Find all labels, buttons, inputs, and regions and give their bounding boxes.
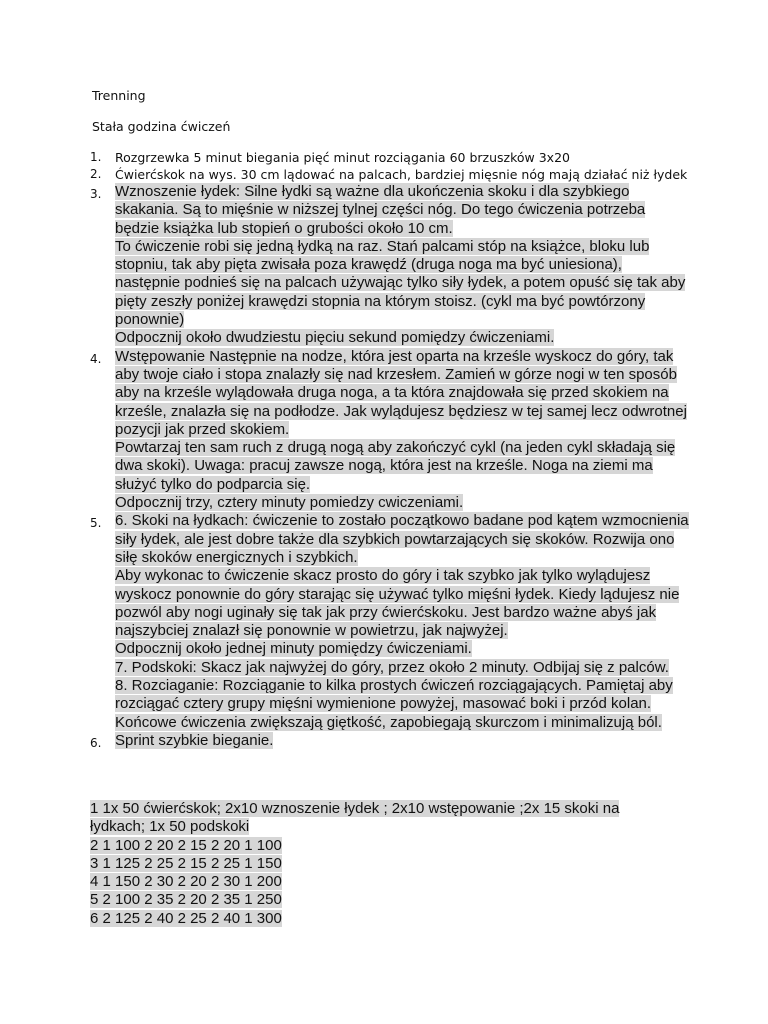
list-item-number: 6.	[90, 735, 102, 750]
list-item-number: 4.	[90, 351, 102, 366]
list-item-number: 2.	[90, 167, 102, 181]
list-item-paragraph: Wstępowanie Następnie na nodze, która jest oparta na krześle wyskocz do góry, tak aby twoje ciało i stopa znalazły się nad krzesłem. Zamień w górze nogi w ten sposób aby na krześle wylądowała druga noga, a ta która znajdowała się przed skokiem na krześle, znalazła się na podłodze. Jak wylądujesz będziesz w tej samej lecz odwrotnej pozycji jak przed skokiem.	[115, 347, 687, 438]
list-item	[90, 732, 690, 750]
table-row: 3 1 125 2 25 2 15 2 25 1 150	[90, 854, 282, 872]
table-row: 2 1 100 2 20 2 15 2 20 1 100	[90, 836, 282, 854]
list-item-paragraph: Odpocznij około jednej minuty pomiędzy ćwiczeniami.	[115, 640, 472, 658]
table-row: 4 1 150 2 30 2 20 2 30 1 200	[90, 873, 282, 891]
list-item	[90, 149, 690, 166]
list-item-number: 5.	[90, 516, 102, 531]
document-subtitle: Stała godzina ćwiczeń	[92, 119, 231, 134]
exercise-list	[90, 149, 690, 750]
list-item-paragraph: Odpocznij trzy, cztery minuty pomiedzy cwiczeniami.	[115, 494, 464, 512]
list-item-paragraph: Aby wykonac to ćwiczenie skacz prosto do góry i tak szybko jak tylko wylądujesz wyskocz ponownie do góry starając się używać tylko mięśni łydek. Kiedy lądujesz nie pozwól aby nogi uginały się tak jak przy ćwierćskoku. Jest bardzo ważne abyś jak najszybciej znalazł się ponownie w powietrzu, jak najwyżej.	[115, 567, 680, 640]
list-item-text: Ćwierćskok na wys. 30 cm lądować na palcach, bardziej mięsnie nóg mają działać niż łydek	[115, 167, 688, 182]
list-item	[90, 348, 690, 513]
list-item-paragraph: Odpocznij około dwudziestu pięciu sekund pomiędzy ćwiczeniami.	[115, 329, 555, 347]
list-item-paragraph: 7. Podskoki: Skacz jak najwyżej do góry, przez około 2 minuty. Odbijaj się z palców.	[115, 658, 669, 676]
list-item-text: Rozgrzewka 5 minut biegania pięć minut rozciągania 60 brzuszków 3x20	[115, 150, 570, 165]
list-item-paragraph: 8. Rozciaganie: Rozciąganie to kilka prostych ćwiczeń rozciągających. Pamiętaj aby rozciągać cztery grupy mięśni wymienione powyżej, masować boki i przód kolan. Końcowe ćwiczenia zwiększają giętkość, zapobiegają skurczom i minimalizują ból.	[115, 677, 673, 731]
table-row: 6 2 125 2 40 2 25 2 40 1 300	[90, 909, 282, 927]
list-item-number: 3.	[90, 187, 102, 201]
list-item	[90, 166, 690, 183]
list-item-number: 1.	[90, 150, 102, 164]
list-item	[90, 183, 690, 348]
list-item-paragraph: Powtarzaj ten sam ruch z drugą nogą aby zakończyć cykl (na jeden cykl składają się dwa skoki). Uwaga: pracuj zawsze nogą, która jest na krześle. Noga na ziemi ma służyć tylko do podparcia się.	[115, 439, 676, 493]
list-item-paragraph: 6. Skoki na łydkach: ćwiczenie to zostało początkowo badane pod kątem wzmocnienia siły łydek, ale jest dobre także dla szybkich powtarzających się skoków. Rozwija ono siłę skoków energicznych i szybkich.	[115, 512, 689, 566]
document-title: Trenning	[92, 88, 146, 103]
table-row: 5 2 100 2 35 2 20 2 35 1 250	[90, 891, 282, 909]
table-row: 1 1x 50 ćwierćskok; 2x10 wznoszenie łydek ; 2x10 wstępowanie ;2x 15 skoki na łydkach; 1x 50 podskoki	[90, 800, 620, 836]
list-item-paragraph: Wznoszenie łydek: Silne łydki są ważne dla ukończenia skoku i dla szybkiego skakania. Są to mięśnie w niższej tylnej części nóg. Do tego ćwiczenia potrzeba będzie książka lub stopień o grubości około 10 cm.	[115, 183, 646, 237]
training-plan-table	[90, 800, 650, 928]
list-item-paragraph: Sprint szybkie bieganie.	[115, 731, 274, 749]
list-item	[90, 512, 690, 732]
list-item-paragraph: To ćwiczenie robi się jedną łydką na raz. Stań palcami stóp na książce, bloku lub stopniu, tak aby pięta zwisała poza krawędź (druga noga ma być uniesiona), następnie podnieś się na palcach używając tylko siły łydek, a potem opuść się tak aby pięty zeszły poniżej krawędzi stopnia na którym stoisz. (cykl ma być powtórzony ponownie)	[115, 237, 686, 329]
